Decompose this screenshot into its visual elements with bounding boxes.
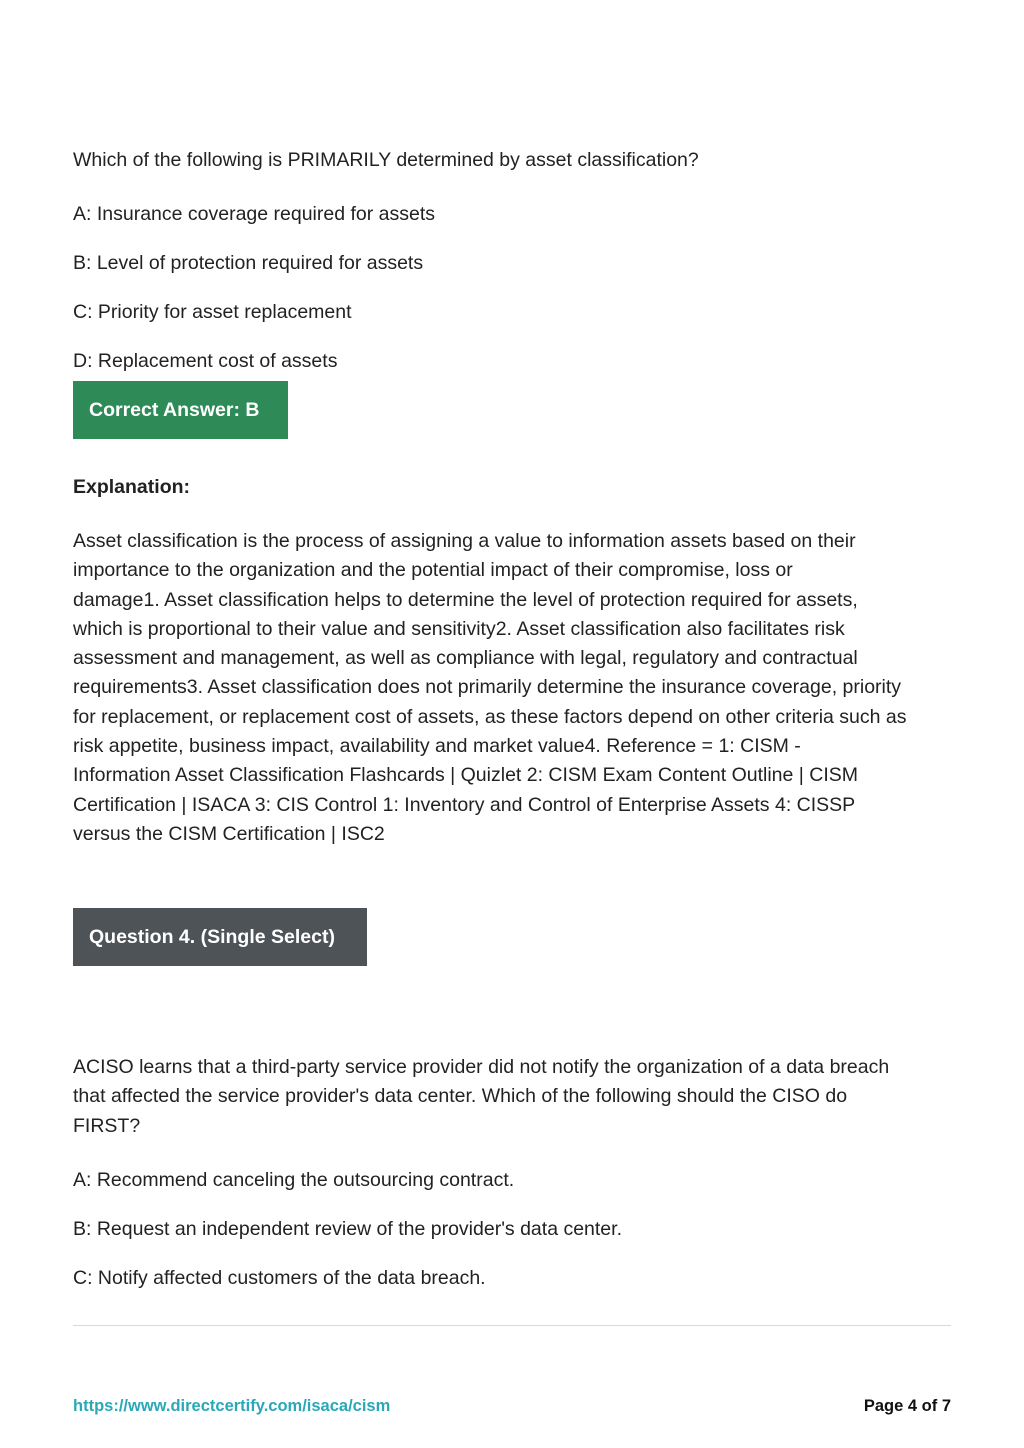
explanation-line: requirements3. Asset classification does not primarily determine the insurance coverage, priority [73, 676, 902, 699]
explanation-text [73, 527, 957, 849]
answer-option-d: D: Replacement cost of assets [73, 350, 338, 372]
explanation-heading: Explanation: [73, 476, 191, 498]
footer-url-link[interactable]: https://www.directcertify.com/isaca/cism [73, 1397, 391, 1415]
explanation-line: assessment and management, as well as compliance with legal, regulatory and contractual [73, 647, 858, 670]
correct-answer-badge: Correct Answer: B [73, 381, 288, 439]
explanation-line: for replacement, or replacement cost of assets, as these factors depend on other criteria such as [73, 705, 907, 728]
question-prompt [73, 1053, 957, 1141]
answer-option-c: C: Priority for asset replacement [73, 301, 352, 323]
explanation-line: importance to the organization and the potential impact of their compromise, loss or [73, 559, 793, 582]
explanation-line: damage1. Asset classification helps to determine the level of protection required for assets, [73, 588, 858, 611]
question-header-badge: Question 4. (Single Select) [73, 908, 367, 966]
question-prompt-line: that affected the service provider's data center. Which of the following should the CISO do [73, 1085, 848, 1108]
document-page [73, 0, 953, 1448]
explanation-line: risk appetite, business impact, availability and market value4. Reference = 1: CISM - [73, 735, 801, 758]
answer-option-c: C: Notify affected customers of the data breach. [73, 1267, 486, 1289]
explanation-line: Information Asset Classification Flashcards | Quizlet 2: CISM Exam Content Outline | CISM [73, 764, 859, 787]
question-prompt-line: FIRST? [73, 1114, 141, 1137]
answer-option-b: B: Request an independent review of the provider's data center. [73, 1218, 622, 1240]
explanation-line: which is proportional to their value and sensitivity2. Asset classification also facilitates risk [73, 617, 845, 640]
explanation-line: Certification | ISACA 3: CIS Control 1: Inventory and Control of Enterprise Assets 4: CISSP [73, 793, 856, 816]
answer-option-b: B: Level of protection required for assets [73, 252, 424, 274]
explanation-line: versus the CISM Certification | ISC2 [73, 822, 385, 845]
footer-divider [73, 1325, 951, 1326]
question-prompt-line: ACISO learns that a third-party service provider did not notify the organization of a data breach [73, 1056, 890, 1078]
answer-option-a: A: Insurance coverage required for assets [73, 203, 436, 225]
answer-option-a: A: Recommend canceling the outsourcing contract. [73, 1169, 515, 1191]
explanation-line: Asset classification is the process of assigning a value to information assets based on their [73, 530, 856, 552]
page-number: Page 4 of 7 [863, 1397, 951, 1415]
question-prompt: Which of the following is PRIMARILY determined by asset classification? [73, 149, 699, 171]
